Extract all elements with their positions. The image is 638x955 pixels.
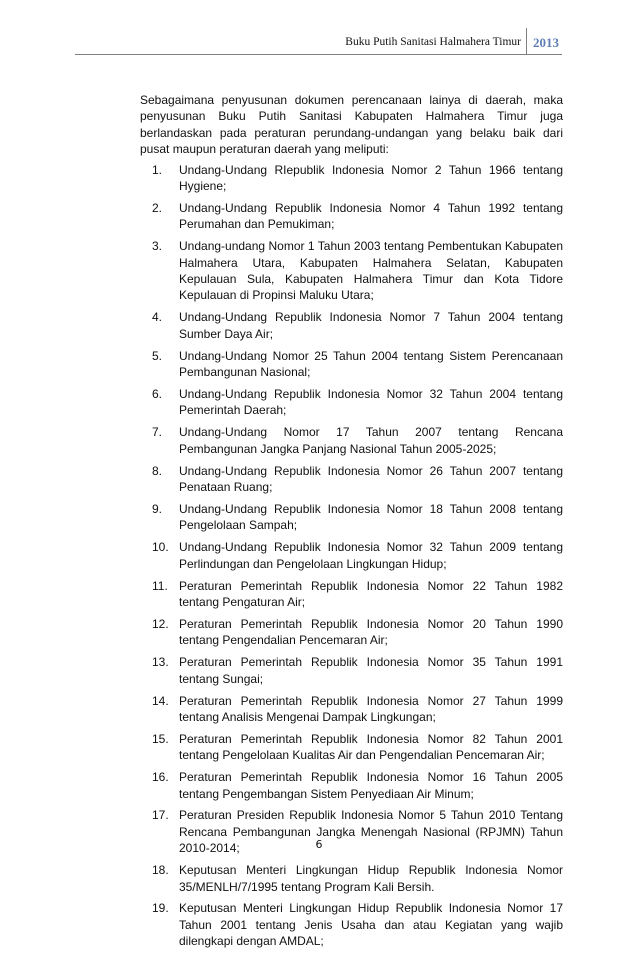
list-item-number: 17. xyxy=(152,808,169,823)
list-item-text: Undang-Undang Nomor 17 Tahun 2007 tentang Rencana Pembangunan Jangka Panjang Nasional Tahun 2005-2025; xyxy=(179,425,563,456)
regulation-list-item xyxy=(140,386,563,419)
list-item-text: Peraturan Pemerintah Republik Indonesia Nomor 27 Tahun 1999 tentang Analisis Mengenai Dampak Lingkungan; xyxy=(179,693,563,724)
regulation-list-item xyxy=(140,463,563,496)
regulation-list-item xyxy=(140,348,563,381)
list-item-text: Peraturan Pemerintah Republik Indonesia Nomor 22 Tahun 1982 tentang Pengaturan Air; xyxy=(179,578,563,609)
list-item-text: Peraturan Pemerintah Republik Indonesia Nomor 35 Tahun 1991 tentang Sungai; xyxy=(179,655,563,686)
list-item-number: 11. xyxy=(152,578,168,593)
regulation-list-item xyxy=(140,900,563,949)
list-item-number: 4. xyxy=(152,310,163,325)
list-item-number: 6. xyxy=(152,387,163,401)
list-item-number: 15. xyxy=(152,731,169,746)
list-item-number: 14. xyxy=(152,693,169,708)
list-item-text: Keputusan Menteri Lingkungan Hidup Republik Indonesia Nomor 35/MENLH/7/1995 tentang Program Kali Bersih. xyxy=(179,863,563,894)
list-item-text: Undang-Undang Republik Indonesia Nomor 4 Tahun 1992 tentang Perumahan dan Pemukiman; xyxy=(179,200,563,232)
header-title: Buku Putih Sanitasi Halmahera Timur xyxy=(345,36,521,48)
regulation-list-item xyxy=(140,578,563,611)
list-item-number: 8. xyxy=(152,463,163,478)
regulation-list-item xyxy=(140,539,563,572)
regulation-list-item xyxy=(140,731,563,764)
list-item-number: 16. xyxy=(152,770,169,785)
list-item-text: Undang-Undang Republik Indonesia Nomor 18 Tahun 2008 tentang Pengelolaan Sampah; xyxy=(179,501,563,533)
list-item-text: Keputusan Menteri Lingkungan Hidup Republik Indonesia Nomor 17 Tahun 2001 tentang Jenis Usaha dan atau Kegiatan yang wajib dilengkapi dengan AMDAL; xyxy=(179,901,563,949)
header-rule xyxy=(75,54,562,55)
regulation-list-item xyxy=(140,693,563,726)
header-separator xyxy=(526,28,527,54)
list-item-number: 10. xyxy=(152,540,169,555)
list-item-text: Undang-Undang Nomor 25 Tahun 2004 tentang Sistem Perencanaan Pembangunan Nasional; xyxy=(179,348,563,380)
list-item-text: Peraturan Pemerintah Republik Indonesia Nomor 16 Tahun 2005 tentang Pengembangan Sistem Penyediaan Air Minum; xyxy=(179,770,563,801)
list-item-text: Undang-Undang Republik Indonesia Nomor 32 Tahun 2004 tentang Pemerintah Daerah; xyxy=(179,387,563,418)
list-item-text: Undang-Undang RIepublik Indonesia Nomor 2 Tahun 1966 tentang Hygiene; xyxy=(179,162,563,194)
regulation-list-item xyxy=(140,769,563,802)
list-item-number: 1. xyxy=(152,162,163,177)
regulation-list-item xyxy=(140,162,563,195)
regulation-list-item xyxy=(140,309,563,342)
page-number: 6 xyxy=(315,838,323,851)
list-item-text: Undang-Undang Republik Indonesia Nomor 32 Tahun 2009 tentang Perlindungan dan Pengelolaan Lingkungan Hidup; xyxy=(179,540,563,571)
header-year: 2013 xyxy=(533,35,559,50)
list-item-number: 18. xyxy=(152,863,169,878)
list-item-text: Undang-undang Nomor 1 Tahun 2003 tentang Pembentukan Kabupaten Halmahera Utara, Kabupaten Halmahera Selatan, Kabupaten Kepulauan Sula, Kabupaten Halmahera Timur dan Kota Tidore Kepulauan di Propinsi Maluku Utara; xyxy=(179,239,563,303)
list-item-text: Peraturan Pemerintah Republik Indonesia Nomor 82 Tahun 2001 tentang Pengelolaan Kualitas Air dan Pengendalian Pencemaran Air; xyxy=(179,731,563,763)
list-item-number: 5. xyxy=(152,348,163,363)
regulation-list xyxy=(140,162,563,950)
intro-paragraph: Sebagaimana penyusunan dokumen perencanaan lainya di daerah, maka penyusunan Buku Putih Sanitasi Kabupaten Halmahera Timur juga berlandaskan pada peraturan perundang-undangan yang belaku baik dari pusat maupun peraturan daerah yang meliputi: xyxy=(140,93,563,157)
regulation-list-item xyxy=(140,654,563,687)
list-item-number: 12. xyxy=(152,616,169,631)
list-item-text: Peraturan Pemerintah Republik Indonesia Nomor 20 Tahun 1990 tentang Pengendalian Pencemaran Air; xyxy=(179,616,563,648)
list-item-text: Undang-Undang Republik Indonesia Nomor 7 Tahun 2004 tentang Sumber Daya Air; xyxy=(179,310,563,341)
list-item-number: 2. xyxy=(152,200,163,215)
list-item-text: Peraturan Presiden Republik Indonesia Nomor 5 Tahun 2010 Tentang Rencana Pembangunan Jangka Menengah Nasional (RPJMN) Tahun 2010-2014; xyxy=(179,808,563,856)
regulation-list-item xyxy=(140,501,563,534)
list-item-number: 19. xyxy=(152,901,169,916)
list-item-number: 3. xyxy=(152,239,163,254)
document-body xyxy=(140,92,563,955)
regulation-list-item xyxy=(140,862,563,895)
regulation-list-item xyxy=(140,238,563,304)
regulation-list-item xyxy=(140,200,563,233)
regulation-list-item xyxy=(140,616,563,649)
list-item-number: 9. xyxy=(152,501,163,516)
regulation-list-item xyxy=(140,424,563,457)
list-item-number: 7. xyxy=(152,425,163,440)
page-header xyxy=(0,24,638,54)
list-item-number: 13. xyxy=(152,655,169,670)
list-item-text: Undang-Undang Republik Indonesia Nomor 26 Tahun 2007 tentang Penataan Ruang; xyxy=(179,463,563,495)
